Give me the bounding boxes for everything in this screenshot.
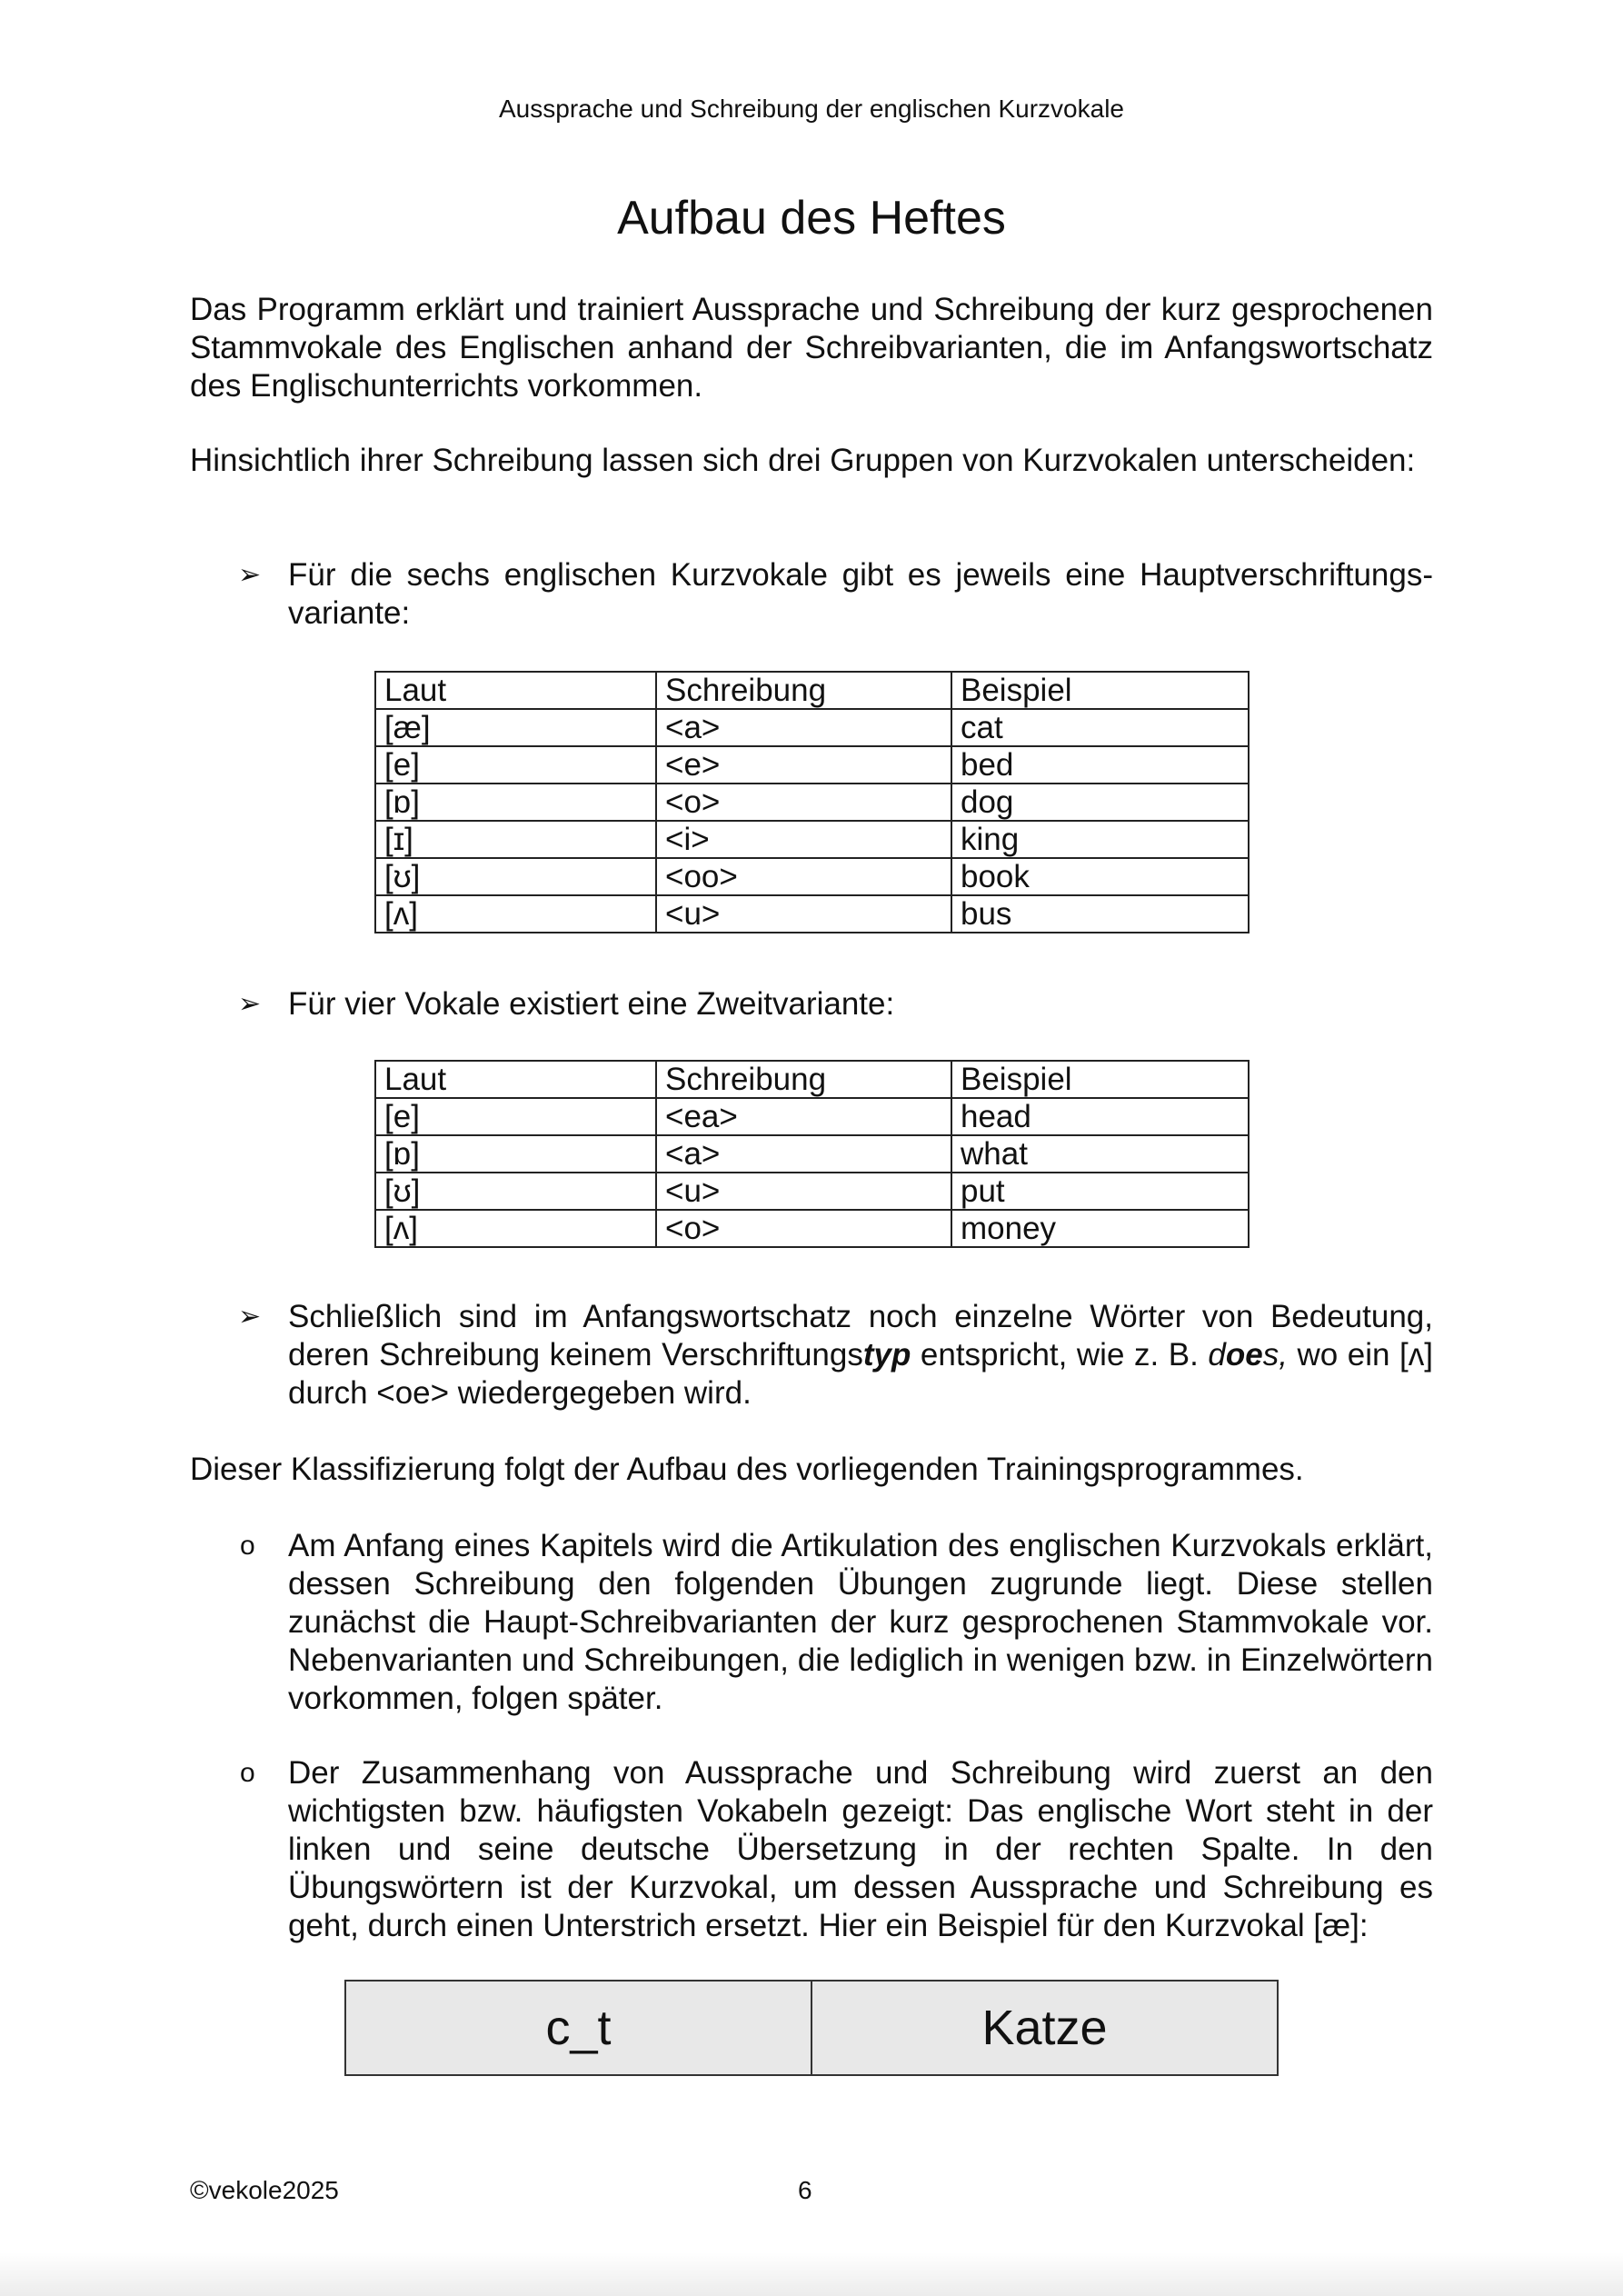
german-translation-cell: Katze [812, 1981, 1278, 2075]
column-header: Schreibung [656, 672, 951, 709]
column-header: Laut [375, 672, 656, 709]
sound-cell: [ɒ] [375, 1135, 656, 1173]
main-variants-table [374, 671, 1250, 933]
example-cell: bed [951, 746, 1249, 784]
page-title: Aufbau des Heftes [617, 192, 1006, 245]
sound-cell: [ɒ] [375, 784, 656, 821]
table-header-row [375, 672, 1249, 709]
circle-bullet-icon: o [240, 1758, 255, 1788]
classification-paragraph: Dieser Klassifizierung folgt der Aufbau des vorliegenden Trainingsprogrammes. [190, 1452, 1304, 1487]
sound-cell: [ʌ] [375, 895, 656, 933]
spelling-cell: <o> [656, 784, 951, 821]
circle-bullet-icon: o [240, 1531, 255, 1561]
page-number: 6 [798, 2176, 812, 2204]
spelling-cell: <u> [656, 895, 951, 933]
example-cell: bus [951, 895, 1249, 933]
groups-intro-paragraph: Hinsichtlich ihrer Schreibung lassen sich drei Gruppen von Kurzvokalen unterscheiden: [190, 443, 1416, 478]
sound-cell: [e] [375, 746, 656, 784]
sound-cell: [æ] [375, 709, 656, 746]
bullet3-text-part2: entspricht, wie z. B. [911, 1337, 1209, 1373]
example-cell: book [951, 858, 1249, 895]
spelling-cell: <a> [656, 709, 951, 746]
sound-cell: [ɪ] [375, 821, 656, 858]
spelling-cell: <oo> [656, 858, 951, 895]
table-row [345, 1981, 1278, 2075]
example-cell: dog [951, 784, 1249, 821]
bullet-arrow-icon: ➢ [238, 1302, 262, 1332]
page-bottom-shadow [0, 2252, 1623, 2296]
bullet3-example-word: does, [1208, 1337, 1288, 1373]
sound-cell: [e] [375, 1098, 656, 1135]
table-row [375, 1098, 1249, 1135]
sound-cell: [ʊ] [375, 858, 656, 895]
table-row [375, 895, 1249, 933]
column-header: Laut [375, 1061, 656, 1098]
english-word-cell: c_t [345, 1981, 812, 2075]
sound-cell: [ʌ] [375, 1210, 656, 1247]
spelling-cell: <i> [656, 821, 951, 858]
table-row [375, 709, 1249, 746]
table-row [375, 1210, 1249, 1247]
intro-paragraph: Das Programm erklärt und trainiert Aussprache und Schreibung der kurz gesprochenen Stammvokale des Englischen anhand der Schreibvarianten, die im Anfangswortschatz des Englischunterrichts vorkommen. [190, 292, 1433, 404]
bullet-arrow-icon: ➢ [238, 560, 262, 590]
spelling-cell: <ea> [656, 1098, 951, 1135]
bullet-main-variants: Für die sechs englischen Kurzvokale gibt es jeweils eine Hauptverschriftungsvariante: [288, 557, 1433, 631]
spelling-cell: <e> [656, 746, 951, 784]
table-row [375, 784, 1249, 821]
table-row [375, 1173, 1249, 1210]
bullet-second-variants: Für vier Vokale existiert eine Zweitvariante: [288, 986, 895, 1022]
column-header: Beispiel [951, 672, 1249, 709]
footer-copyright: ©vekole2025 [190, 2176, 339, 2204]
spelling-cell: <u> [656, 1173, 951, 1210]
bullet3-emphasis: typ [862, 1337, 911, 1373]
second-variants-table [374, 1060, 1250, 1248]
spelling-cell: <o> [656, 1210, 951, 1247]
example-cell: head [951, 1098, 1249, 1135]
example-cell: put [951, 1173, 1249, 1210]
table-row [375, 858, 1249, 895]
table-row [375, 1135, 1249, 1173]
example-cell: cat [951, 709, 1249, 746]
bullet3-text-part1: Schließlich sind im Anfangswortschatz noch einzelne Wörter von Bedeutung, deren Schreibung keinem Verschriftungs [288, 1299, 1433, 1373]
column-header: Schreibung [656, 1061, 951, 1098]
bullet-single-words [288, 1298, 1433, 1413]
table-row [375, 746, 1249, 784]
list-item-chapter-structure: Am Anfang eines Kapitels wird die Artikulation des englischen Kurzvokals erklärt, dessen Schreibung den folgenden Übungen zugrunde liegt. Diese stellen zunächst die Haupt-Schreibvarianten der kurz gesprochenen Stammvokale vor. Nebenvarianten und Schreibungen, die lediglich in wenigen bzw. in Einzelwörtern vorkommen, folgen später. [288, 1528, 1433, 1716]
table-header-row [375, 1061, 1249, 1098]
bullet-arrow-icon: ➢ [238, 989, 262, 1019]
table-row [375, 821, 1249, 858]
example-cell: what [951, 1135, 1249, 1173]
sound-cell: [ʊ] [375, 1173, 656, 1210]
page-header: Aussprache und Schreibung der englischen Kurzvokale [499, 95, 1124, 123]
column-header: Beispiel [951, 1061, 1249, 1098]
example-exercise-table [344, 1980, 1279, 2076]
spelling-cell: <a> [656, 1135, 951, 1173]
example-cell: king [951, 821, 1249, 858]
bullet3-text-part3: wo ein [ʌ] durch <oe> wiedergegeben wird. [288, 1337, 1433, 1411]
example-cell: money [951, 1210, 1249, 1247]
list-item-example-explanation: Der Zusammenhang von Aussprache und Schreibung wird zuerst an den wichtigsten bzw. häufigsten Vokabeln gezeigt: Das englische Wort steht in der linken und seine deutsche Übersetzung in der rechten Spalte. In den Übungswörtern ist der Kurzvokal, um dessen Aussprache und Schreibung es geht, durch einen Unterstrich ersetzt. Hier ein Beispiel für den Kurzvokal [æ]: [288, 1755, 1433, 1943]
